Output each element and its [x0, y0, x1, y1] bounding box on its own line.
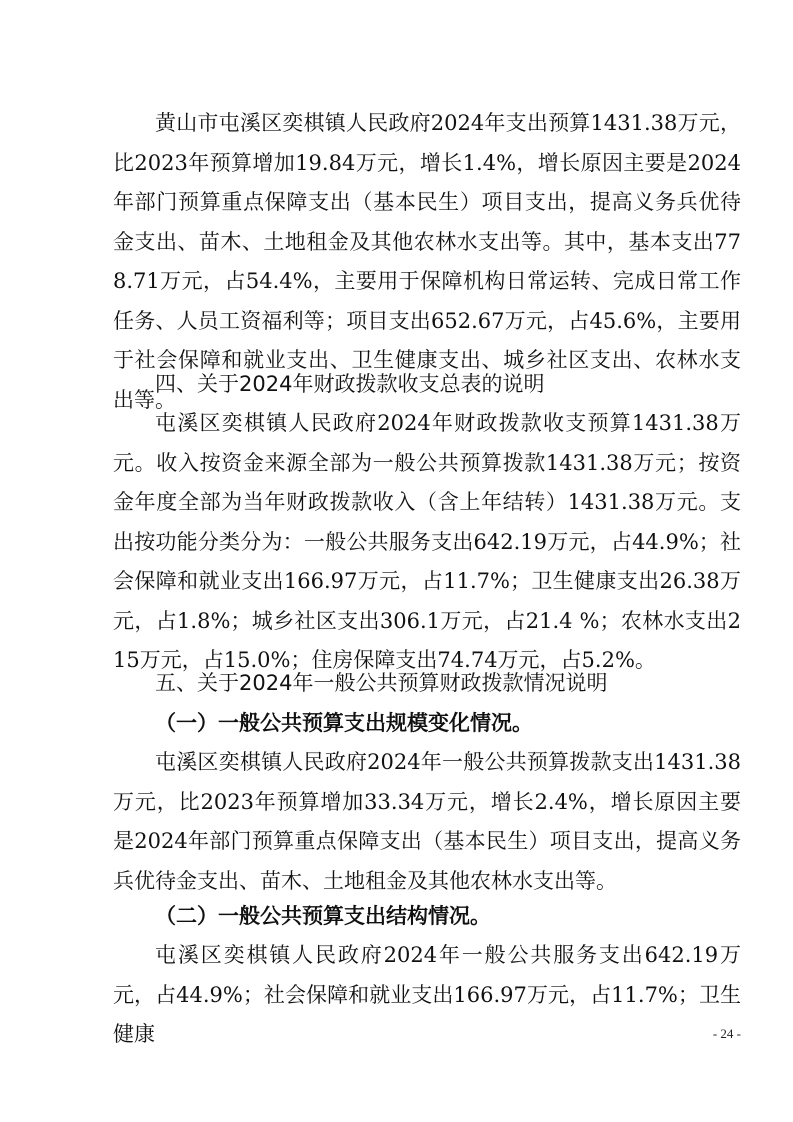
- subheading-structure: （二）一般公共预算支出结构情况。: [155, 903, 491, 928]
- page-number: - 24 -: [712, 1026, 741, 1041]
- paragraph-revenue-expenditure: 屯溪区奕棋镇人民政府2024年财政拨款收支预算1431.38万元。收入按资金来源全部为一般公共预算拨款1431.38万元；按资金年度全部为当年财政拨款收入（含上年结转）1431.38万元。支出按功能分类分为：一般公共服务支出642.19万元，占44.9%；社会保障和就业支出166.97万元，占11.7%；卫生健康支出26.38万元，占1.8%；城乡社区支出306.1万元，占21.4 %；农林水支出215万元，占15.0%；住房保障支出74.74万元，占5.2%。: [113, 411, 741, 672]
- paragraph-budget-overview: 黄山市屯溪区奕棋镇人民政府2024年支出预算1431.38万元，比2023年预算增加19.84万元，增长1.4%，增长原因主要是2024年部门预算重点保障支出（基本民生）项目支出，提高义务兵优待金支出、苗木、土地租金及其他农林水支出等。其中，基本支出778.71万元，占54.4%，主要用于保障机构日常运转、完成日常工作任务、人员工资福利等；项目支出652.67万元，占45.6%，主要用于社会保障和就业支出、卫生健康支出、城乡社区支出、农林水支出等。: [113, 111, 741, 412]
- paragraph-scale-change: 屯溪区奕棋镇人民政府2024年一般公共预算拨款支出1431.38万元，比2023年预算增加33.34万元，增长2.4%，增长原因主要是2024年部门预算重点保障支出（基本民生）项目支出，提高义务兵优待金支出、苗木、土地租金及其他农林水支出等。: [113, 750, 741, 893]
- subheading-scale-change: （一）一般公共预算支出规模变化情况。: [155, 710, 533, 735]
- section-heading-4: 四、关于2024年财政拨款收支总表的说明: [155, 372, 545, 396]
- paragraph-structure: 屯溪区奕棋镇人民政府2024年一般公共服务支出642.19万元，占44.9%；社会保障和就业支出166.97万元，占11.7%；卫生健康: [113, 943, 741, 1046]
- section-heading-5: 五、关于2024年一般公共预算财政拨款情况说明: [155, 671, 608, 695]
